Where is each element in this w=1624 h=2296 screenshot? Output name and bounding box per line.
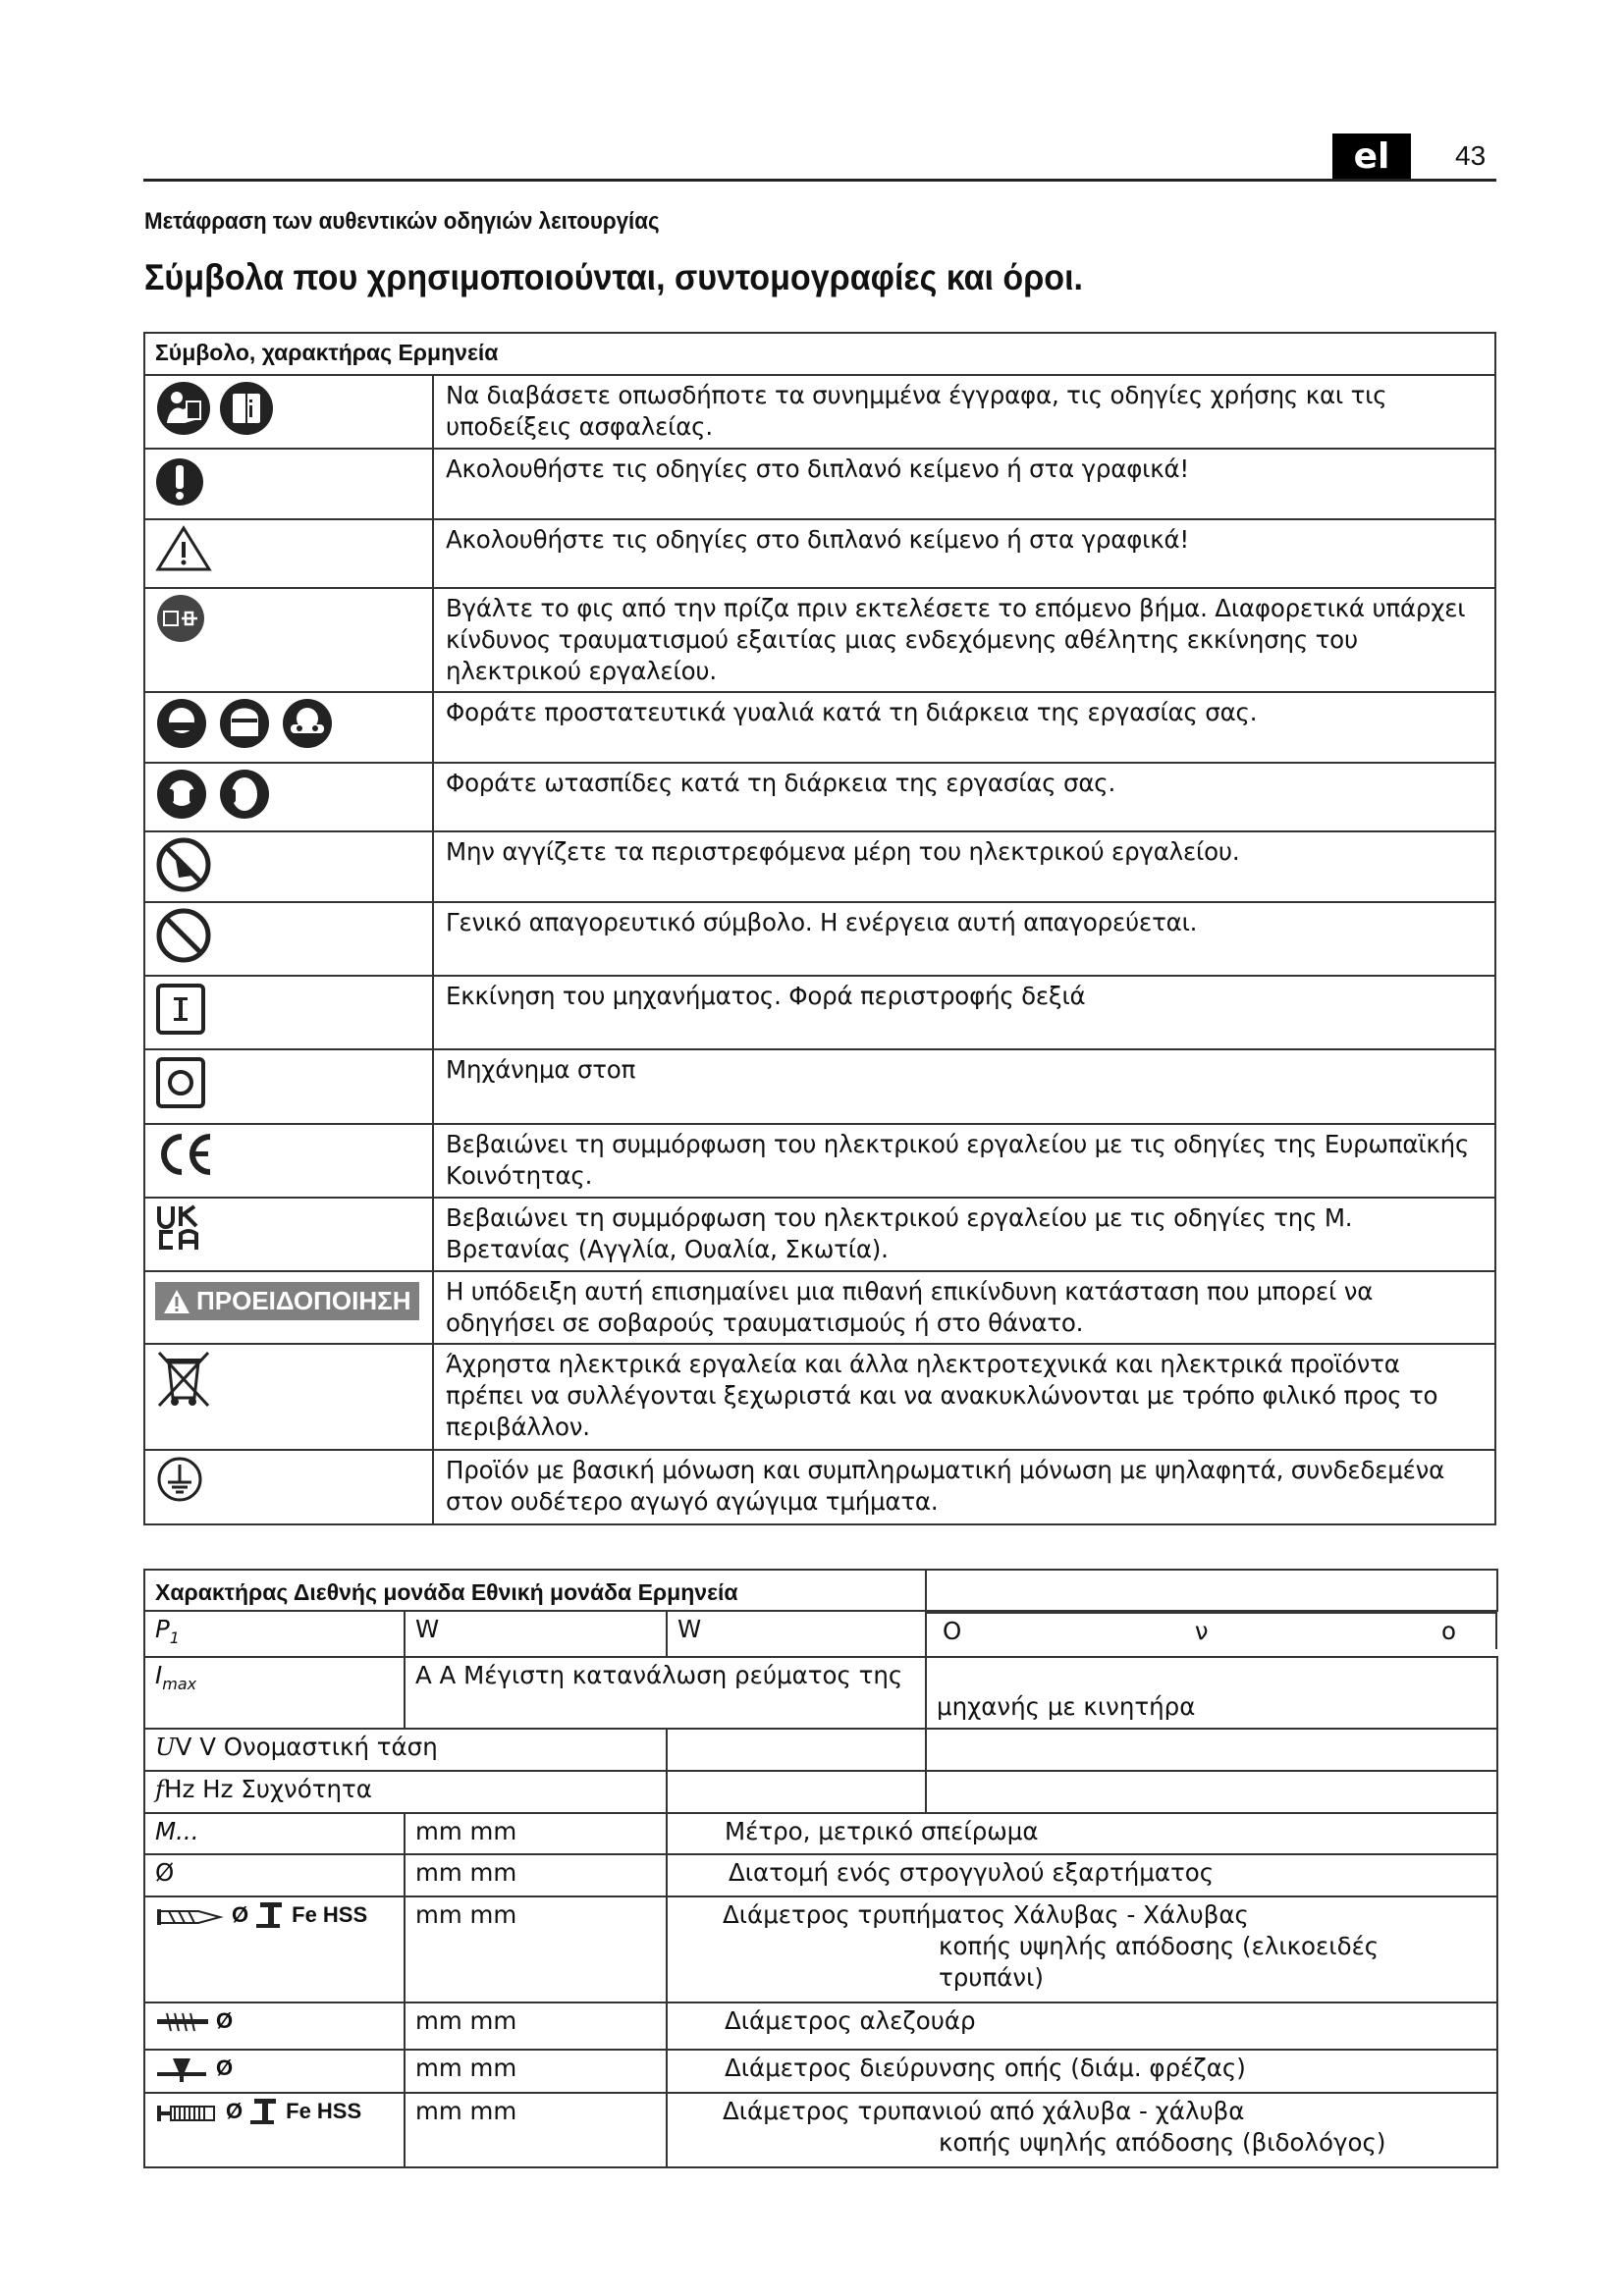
- ear-muff-icon: [218, 768, 271, 821]
- warning-badge-label: ΠΡΟΕΙΔΟΠΟΙΗΣΗ: [196, 1286, 411, 1315]
- table-row: [144, 831, 1495, 902]
- table-row: [144, 519, 1495, 588]
- table-row: [144, 1450, 1495, 1524]
- ce-mark-icon: [155, 1129, 216, 1180]
- table-row: [144, 763, 1495, 831]
- symbols-table-header: Σύμβολο, χαρακτήρας Ερμηνεία: [144, 333, 1495, 375]
- table-row: UV V Ονομαστική τάση: [144, 1729, 1497, 1771]
- page-title: Σύμβολα που χρησιμοποιούνται, συντομογραφίες και όροι.: [144, 257, 1084, 297]
- tap-diameter-fe-hss-icon: Ø Fe HSS: [155, 2096, 394, 2127]
- symbol-description: Εκκίνηση του μηχανήματος. Φορά περιστροφής δεξιά: [433, 976, 1495, 1049]
- table-row: [144, 1124, 1495, 1198]
- read-manual-icon: [155, 380, 212, 437]
- symbol-description: Ακολουθήστε τις οδηγίες στο διπλανό κείμενο ή στα γραφικά!: [433, 519, 1495, 588]
- symbol-description: Βεβαιώνει τη συμμόρφωση του ηλεκτρικού εργαλείου με τις οδηγίες της Μ. Βρετανίας (Αγγλία, Ουαλία, Σκωτία).: [433, 1198, 1495, 1271]
- symbol-description: Να διαβάσετε οπωσδήποτε τα συνημμένα έγγραφα, τις οδηγίες χρήσης και τις υποδείξεις ασφαλείας.: [433, 375, 1495, 449]
- weee-bin-icon: [155, 1349, 212, 1410]
- document-subtitle: Μετάφραση των αυθεντικών οδηγιών λειτουργίας: [144, 208, 660, 235]
- table-row: Ø mm mm Διατομή ενός στρογγυλού εξαρτήματος: [144, 1854, 1497, 1896]
- table-row: $P_1$ W W O ν o: [144, 1611, 1497, 1657]
- power-on-icon: [155, 981, 206, 1038]
- symbol-description: Φοράτε προστατευτικά γυαλιά κατά τη διάρκεια της εργασίας σας.: [433, 692, 1495, 763]
- reamer-icon: Ø: [155, 2005, 394, 2037]
- symbols-table: [143, 332, 1496, 1525]
- protective-earth-icon: [155, 1455, 204, 1504]
- units-table: [143, 1569, 1498, 2168]
- ear-protection-icon: [155, 768, 208, 821]
- table-row: [144, 902, 1495, 976]
- symbol-description: Βεβαιώνει τη συμμόρφωση του ηλεκτρικού εργαλείου με τις οδηγίες της Ευρωπαϊκής Κοινότητας.: [433, 1124, 1495, 1198]
- table-row: [144, 1049, 1495, 1124]
- symbol-description: Μην αγγίζετε τα περιστρεφόμενα μέρη του ηλεκτρικού εργαλείου.: [433, 831, 1495, 902]
- table-row: [144, 1344, 1495, 1450]
- table-row: Ø mm mm Διάμετρος διεύρυνσης οπής (διάμ. φρέζας): [144, 2050, 1497, 2093]
- warning-triangle-icon: [155, 524, 212, 573]
- table-row: [144, 1271, 1495, 1344]
- warning-badge-icon: [155, 1282, 419, 1320]
- face-shield-icon: [218, 697, 271, 750]
- table-row: [144, 976, 1495, 1049]
- table-row: [144, 375, 1495, 449]
- table-row: Ø Fe HSS mm mm Διάμετρος τρυπανιού από χάλυβα - χάλυβα κοπής υψηλής απόδοσης (βιδολόγος): [144, 2093, 1497, 2167]
- page-number: 43: [1455, 140, 1487, 171]
- symbol-description: Μηχάνημα στοπ: [433, 1049, 1495, 1124]
- table-row: $I_{max}$ A A Μέγιστη κατανάλωση ρεύματος της μηχανής με κινητήρα: [144, 1657, 1497, 1729]
- table-row: [144, 449, 1495, 519]
- table-row: M... mm mm Μέτρο, μετρικό σπείρωμα: [144, 1813, 1497, 1854]
- countersink-icon: Ø: [155, 2053, 394, 2084]
- table-row: Ø Fe HSS mm mm Διάμετρος τρυπήματος Χάλυβας - Χάλυβας κοπής υψηλής απόδοσης (ελικοειδές τρυπάνι): [144, 1896, 1497, 2002]
- symbol-description: Η υπόδειξη αυτή επισημαίνει μια πιθανή επικίνδυνη κατάσταση που μπορεί να οδηγήσει σε σοβαρούς τραυματισμούς ή στο θάνατο.: [433, 1271, 1495, 1344]
- symbol-description: Φοράτε ωτασπίδες κατά τη διάρκεια της εργασίας σας.: [433, 763, 1495, 831]
- table-row: [144, 692, 1495, 763]
- symbol-description: Προϊόν με βασική μόνωση και συμπληρωματική μόνωση με ψηλαφητά, συνδεδεμένα στον ουδέτερο αγωγό αγώγιμα τμήματα.: [433, 1450, 1495, 1524]
- table-row: fHz Hz Συχνότητα: [144, 1771, 1497, 1813]
- header-rule: [143, 179, 1496, 182]
- drill-diameter-fe-hss-icon: Ø Fe HSS: [155, 1899, 394, 1931]
- table-row: Ø mm mm Διάμετρος αλεζουάρ: [144, 2002, 1497, 2050]
- exclamation-icon: [155, 454, 204, 510]
- symbol-description: Άχρηστα ηλεκτρικά εργαλεία και άλλα ηλεκτροτεχνικά και ηλεκτρικά προϊόντα πρέπει να συλλέγονται ξεχωριστά και να ανακυκλώνονται με τρόπο φιλικό προς το περιβάλλον.: [433, 1344, 1495, 1450]
- manual-book-icon: [218, 380, 275, 437]
- goggles-icon: [155, 697, 208, 750]
- table-row: [144, 1198, 1495, 1271]
- units-table-header: Χαρακτήρας Διεθνής μονάδα Εθνική μονάδα Ερμηνεία: [144, 1570, 1497, 1611]
- no-touch-rotating-icon: [155, 836, 212, 893]
- symbol-description: Γενικό απαγορευτικό σύμβολο. Η ενέργεια αυτή απαγορεύεται.: [433, 902, 1495, 976]
- table-row: [144, 588, 1495, 692]
- safety-glasses-icon: [281, 697, 334, 750]
- prohibition-icon: [155, 907, 212, 964]
- language-tab: el: [1332, 133, 1411, 180]
- symbol-description: Βγάλτε το φις από την πρίζα πριν εκτελέσετε το επόμενο βήμα. Διαφορετικά υπάρχει κίνδυνος τραυματισμού εξαιτίας μιας ενδεχόμενης αθέλητης εκκίνησης του ηλεκτρικού εργαλείου.: [433, 588, 1495, 692]
- ukca-mark-icon: [155, 1202, 202, 1254]
- power-off-icon: [155, 1054, 206, 1111]
- unplug-icon: [155, 593, 206, 644]
- symbol-description: Ακολουθήστε τις οδηγίες στο διπλανό κείμενο ή στα γραφικά!: [433, 449, 1495, 519]
